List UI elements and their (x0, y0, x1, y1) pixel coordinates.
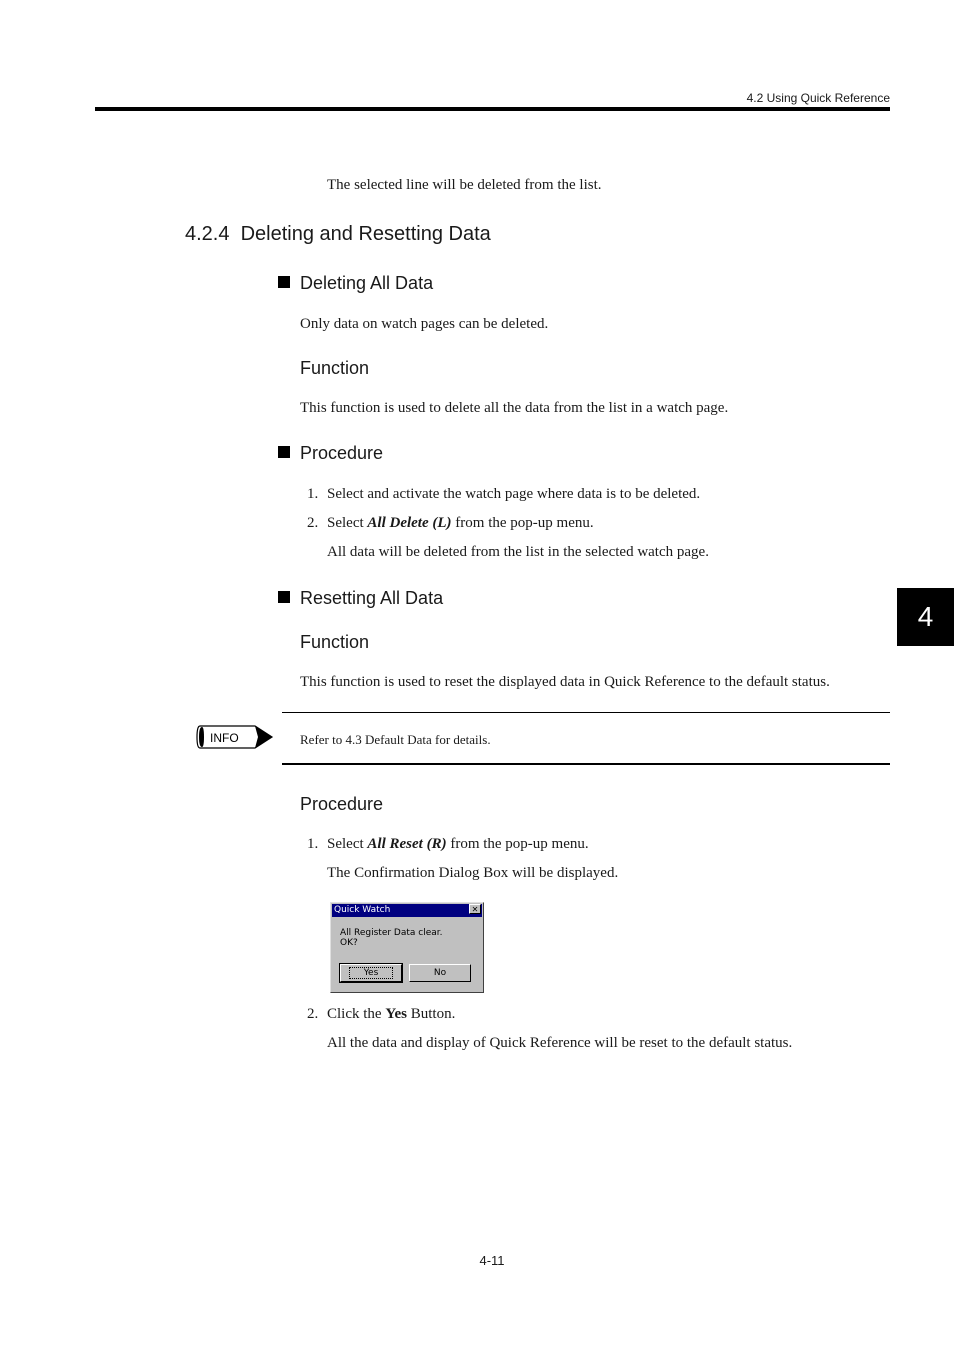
dialog-title: Quick Watch (334, 905, 391, 915)
step-text-post: Button. (407, 1006, 456, 1022)
procedure2-step2-result: All the data and display of Quick Reference will be reset to the default status. (327, 1035, 793, 1051)
yes-button-label: Yes (349, 967, 394, 979)
info-icon-label: INFO (210, 731, 239, 745)
procedure1-step2 (307, 514, 594, 532)
button-name: Yes (385, 1006, 407, 1022)
no-button[interactable]: No (409, 964, 471, 982)
procedure2-heading: Procedure (300, 794, 384, 814)
info-text: Refer to 4.3 Default Data for details. (300, 732, 491, 747)
resetting-function-text: This function is used to reset the displayed data in Quick Reference to the default status. (300, 674, 830, 690)
chapter-tab: 4 (897, 588, 954, 646)
procedure2-step2 (307, 1005, 455, 1023)
procedure1-step2-result: All data will be deleted from the list in the selected watch page. (327, 544, 709, 560)
header-rule (95, 107, 890, 111)
step-text-pre: Select (327, 515, 368, 531)
running-header: 4.2 Using Quick Reference (746, 91, 890, 105)
yes-button[interactable] (340, 964, 402, 982)
confirmation-dialog (330, 902, 484, 993)
section-number: 4.2.4 (185, 223, 230, 245)
square-bullet-icon (278, 276, 290, 288)
close-icon[interactable]: ✕ (469, 904, 481, 914)
resetting-all-heading (278, 587, 443, 609)
deleting-function-heading: Function (300, 358, 370, 378)
step-text-pre: Select (327, 836, 368, 852)
deleting-function-text: This function is used to delete all the data from the list in a watch page. (300, 400, 729, 416)
deleting-all-note: Only data on watch pages can be deleted. (300, 316, 549, 332)
step-number: 1. (307, 486, 319, 502)
step-number: 2. (307, 515, 319, 531)
square-bullet-icon (278, 446, 290, 458)
info-rule-top (282, 712, 890, 713)
step-number: 2. (307, 1006, 319, 1022)
step-number: 1. (307, 836, 319, 852)
step-text-post: from the pop-up menu. (446, 836, 589, 852)
square-bullet-icon (278, 591, 290, 603)
info-icon (195, 724, 275, 752)
step-text-post: from the pop-up menu. (451, 515, 594, 531)
step-text: Select and activate the watch page where data is to be deleted. (327, 486, 701, 502)
procedure2-step1-result: The Confirmation Dialog Box will be displayed. (327, 865, 619, 881)
page-number: 4-11 (479, 1253, 505, 1268)
intro-text: The selected line will be deleted from the list. (327, 177, 602, 193)
procedure2-step1 (307, 835, 589, 853)
procedure1-step1 (307, 485, 700, 503)
step-text-pre: Click the (327, 1006, 386, 1022)
resetting-function-heading: Function (300, 632, 370, 652)
deleting-all-heading (278, 272, 433, 294)
deleting-all-title: Deleting All Data (300, 273, 434, 293)
info-rule-bottom (282, 763, 890, 765)
menu-command: All Reset (R) (367, 836, 447, 852)
section-title: Deleting and Resetting Data (240, 223, 491, 245)
procedure1-title: Procedure (300, 443, 384, 463)
dialog-titlebar (332, 904, 482, 917)
resetting-all-title: Resetting All Data (300, 588, 444, 608)
dialog-message: All Register Data clear. OK? (340, 928, 443, 948)
menu-command: All Delete (L) (367, 515, 452, 531)
section-heading (185, 222, 491, 246)
procedure1-heading (278, 442, 383, 464)
